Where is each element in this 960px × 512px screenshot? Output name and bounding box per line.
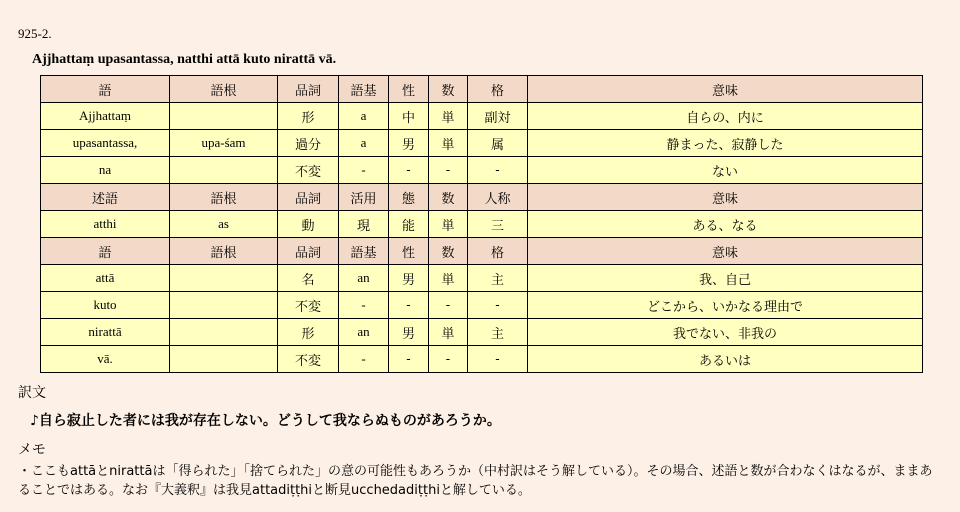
- table-cell: upa-śam: [170, 130, 278, 157]
- table-cell: 中: [389, 103, 429, 130]
- table-cell: 主: [468, 319, 528, 346]
- table-cell: 現: [339, 211, 389, 238]
- table-cell: -: [389, 292, 429, 319]
- table-cell: 動: [278, 211, 339, 238]
- translation-text: ♪自ら寂止した者には我が存在しない。どうして我ならぬものがあろうか。: [30, 413, 501, 429]
- table-cell: 男: [389, 130, 429, 157]
- table-cell: attā: [41, 265, 170, 292]
- table-cell: 形: [278, 103, 339, 130]
- table-cell: -: [468, 346, 528, 373]
- table-cell: 我、自己: [528, 265, 923, 292]
- table-cell: -: [429, 292, 468, 319]
- table-row: [41, 319, 923, 346]
- table-cell: 静まった、寂静した: [528, 130, 923, 157]
- header-cell: 格: [468, 238, 528, 265]
- table-cell: [170, 319, 278, 346]
- table-cell: ある、なる: [528, 211, 923, 238]
- table-row: [41, 211, 923, 238]
- header-cell: 語基: [339, 76, 389, 103]
- table-cell: -: [468, 292, 528, 319]
- table-cell: [170, 103, 278, 130]
- memo-label: メモ: [18, 442, 46, 458]
- table-row: [41, 265, 923, 292]
- table-cell: どこから、いかなる理由で: [528, 292, 923, 319]
- table-cell: Ajjhattaṃ: [41, 103, 170, 130]
- table-header-row: [41, 76, 923, 103]
- table-cell: あるいは: [528, 346, 923, 373]
- table-cell: 主: [468, 265, 528, 292]
- header-cell: 述語: [41, 184, 170, 211]
- grammar-table: [40, 75, 923, 373]
- header-cell: 数: [429, 184, 468, 211]
- table-cell: -: [339, 157, 389, 184]
- table-cell: 単: [429, 265, 468, 292]
- table-header-row: [41, 238, 923, 265]
- header-cell: 語基: [339, 238, 389, 265]
- table-cell: 名: [278, 265, 339, 292]
- header-cell: 人称: [468, 184, 528, 211]
- table-cell: [170, 265, 278, 292]
- table-cell: a: [339, 130, 389, 157]
- table-cell: -: [339, 292, 389, 319]
- table-cell: atthi: [41, 211, 170, 238]
- table-cell: -: [339, 346, 389, 373]
- table-cell: 三: [468, 211, 528, 238]
- header-cell: 品詞: [278, 238, 339, 265]
- table-cell: 不変: [278, 157, 339, 184]
- table-header-row: [41, 184, 923, 211]
- pali-verse: Ajjhattaṃ upasantassa, natthi attā kuto nirattā vā.: [32, 52, 337, 67]
- table-cell: upasantassa,: [41, 130, 170, 157]
- table-cell: 不変: [278, 346, 339, 373]
- header-cell: 格: [468, 76, 528, 103]
- verse-number: 925-2.: [18, 26, 52, 41]
- table-cell: ない: [528, 157, 923, 184]
- table-cell: 属: [468, 130, 528, 157]
- header-cell: 品詞: [278, 184, 339, 211]
- header-cell: 品詞: [278, 76, 339, 103]
- table-cell: 過分: [278, 130, 339, 157]
- table-cell: -: [389, 346, 429, 373]
- table-cell: [170, 346, 278, 373]
- table-cell: 我でない、非我の: [528, 319, 923, 346]
- header-cell: 態: [389, 184, 429, 211]
- memo-text: ・ここもattāとnirattāは「得られた」「捨てられた」の意の可能性もあろうか（中村訳はそう解している）。その場合、述語と数が合わなくはなるが、ままあることではある。なお『大義釈』は我見attadiṭṭhiと断見ucchedadiṭṭhiと解している。: [18, 464, 933, 498]
- table-cell: a: [339, 103, 389, 130]
- table-row: [41, 130, 923, 157]
- header-cell: 語根: [170, 238, 278, 265]
- table-cell: 単: [429, 103, 468, 130]
- header-cell: 性: [389, 76, 429, 103]
- table-cell: an: [339, 319, 389, 346]
- table-cell: 自らの、内に: [528, 103, 923, 130]
- table-row: [41, 346, 923, 373]
- table-cell: na: [41, 157, 170, 184]
- table-cell: 形: [278, 319, 339, 346]
- table-cell: 単: [429, 130, 468, 157]
- table-cell: 不変: [278, 292, 339, 319]
- header-cell: 数: [429, 76, 468, 103]
- table-cell: 能: [389, 211, 429, 238]
- header-cell: 数: [429, 238, 468, 265]
- table-cell: -: [429, 157, 468, 184]
- header-cell: 意味: [528, 76, 923, 103]
- table-cell: -: [389, 157, 429, 184]
- table-cell: nirattā: [41, 319, 170, 346]
- table-cell: 男: [389, 319, 429, 346]
- table-cell: as: [170, 211, 278, 238]
- table-cell: 単: [429, 319, 468, 346]
- translation-label: 訳文: [18, 385, 46, 401]
- table-row: [41, 157, 923, 184]
- table-cell: 副対: [468, 103, 528, 130]
- header-cell: 意味: [528, 184, 923, 211]
- table-cell: [170, 157, 278, 184]
- table-row: [41, 103, 923, 130]
- table-cell: -: [429, 346, 468, 373]
- header-cell: 活用: [339, 184, 389, 211]
- table-cell: 男: [389, 265, 429, 292]
- table-cell: kuto: [41, 292, 170, 319]
- header-cell: 語: [41, 238, 170, 265]
- header-cell: 性: [389, 238, 429, 265]
- header-cell: 語根: [170, 184, 278, 211]
- header-cell: 語: [41, 76, 170, 103]
- header-cell: 語根: [170, 76, 278, 103]
- table-cell: -: [468, 157, 528, 184]
- table-cell: 単: [429, 211, 468, 238]
- table-cell: an: [339, 265, 389, 292]
- header-cell: 意味: [528, 238, 923, 265]
- table-cell: [170, 292, 278, 319]
- table-row: [41, 292, 923, 319]
- table-cell: vā.: [41, 346, 170, 373]
